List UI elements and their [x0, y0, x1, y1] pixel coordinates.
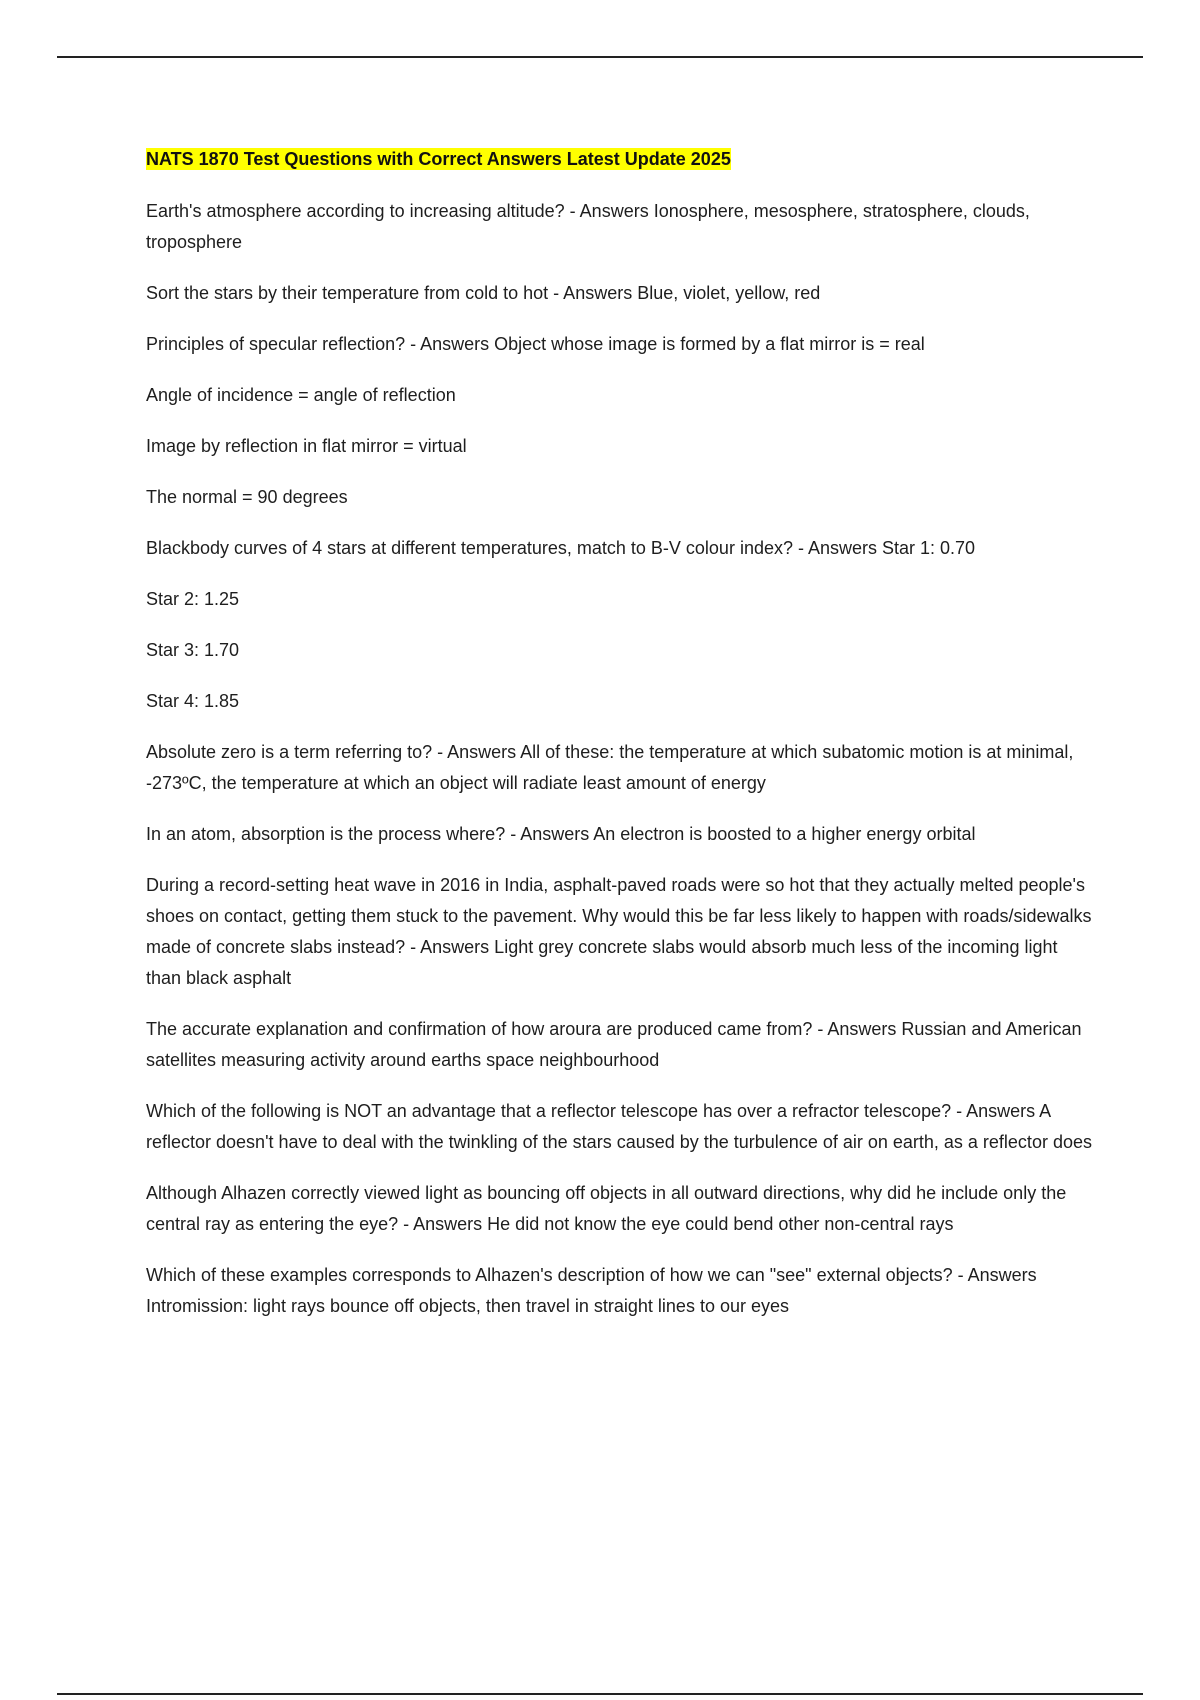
- qa-paragraph: Angle of incidence = angle of reflection: [146, 385, 456, 405]
- qa-paragraph: Absolute zero is a term referring to? - Answers All of these: the temperature at which subatomic motion is at minimal, -273ºC, the temperature at which an object will radiate least amount of energy: [146, 742, 1074, 793]
- document-title: NATS 1870 Test Questions with Correct Answers Latest Update 2025: [146, 149, 731, 169]
- qa-paragraph: Blackbody curves of 4 stars at different temperatures, match to B-V colour index? - Answers Star 1: 0.70: [146, 538, 976, 558]
- document-body: [146, 144, 1096, 1342]
- qa-paragraph: The normal = 90 degrees: [146, 487, 348, 507]
- qa-paragraph: Principles of specular reflection? - Answers Object whose image is formed by a flat mirror is = real: [146, 334, 925, 354]
- qa-paragraph: During a record-setting heat wave in 2016 in India, asphalt-paved roads were so hot that they actually melted people's shoes on contact, getting them stuck to the pavement. Why would this be far less likely to happen with roads/sidewalks made of concrete slabs instead? - Answers Light grey concrete slabs would absorb much less of the incoming light than black asphalt: [146, 875, 1092, 988]
- qa-paragraph: Image by reflection in flat mirror = virtual: [146, 436, 467, 456]
- qa-paragraph: Which of the following is NOT an advantage that a reflector telescope has over a refractor telescope? - Answers A reflector doesn't have to deal with the twinkling of the stars caused by the turbulence of air on earth, as a reflector does: [146, 1101, 1092, 1152]
- qa-paragraph: Star 2: 1.25: [146, 589, 240, 609]
- qa-paragraph: Earth's atmosphere according to increasing altitude? - Answers Ionosphere, mesosphere, stratosphere, clouds, troposphere: [146, 201, 1030, 252]
- header-rule: [57, 56, 1143, 58]
- qa-paragraph: Star 3: 1.70: [146, 640, 240, 660]
- qa-paragraph: In an atom, absorption is the process where? - Answers An electron is boosted to a higher energy orbital: [146, 824, 976, 844]
- qa-paragraph: Sort the stars by their temperature from cold to hot - Answers Blue, violet, yellow, red: [146, 283, 821, 303]
- qa-paragraph: Which of these examples corresponds to Alhazen's description of how we can "see" external objects? - Answers Intromission: light rays bounce off objects, then travel in straight lines to our eyes: [146, 1265, 1037, 1316]
- qa-paragraph: Although Alhazen correctly viewed light as bouncing off objects in all outward directions, why did he include only the central ray as entering the eye? - Answers He did not know the eye could bend other non-central rays: [146, 1183, 1067, 1234]
- footer-rule: [57, 1693, 1143, 1695]
- title-block: [146, 144, 1096, 176]
- qa-paragraph: The accurate explanation and confirmation of how aroura are produced came from? - Answers Russian and American satellites measuring activity around earths space neighbourhood: [146, 1019, 1082, 1070]
- qa-paragraph: Star 4: 1.85: [146, 691, 240, 711]
